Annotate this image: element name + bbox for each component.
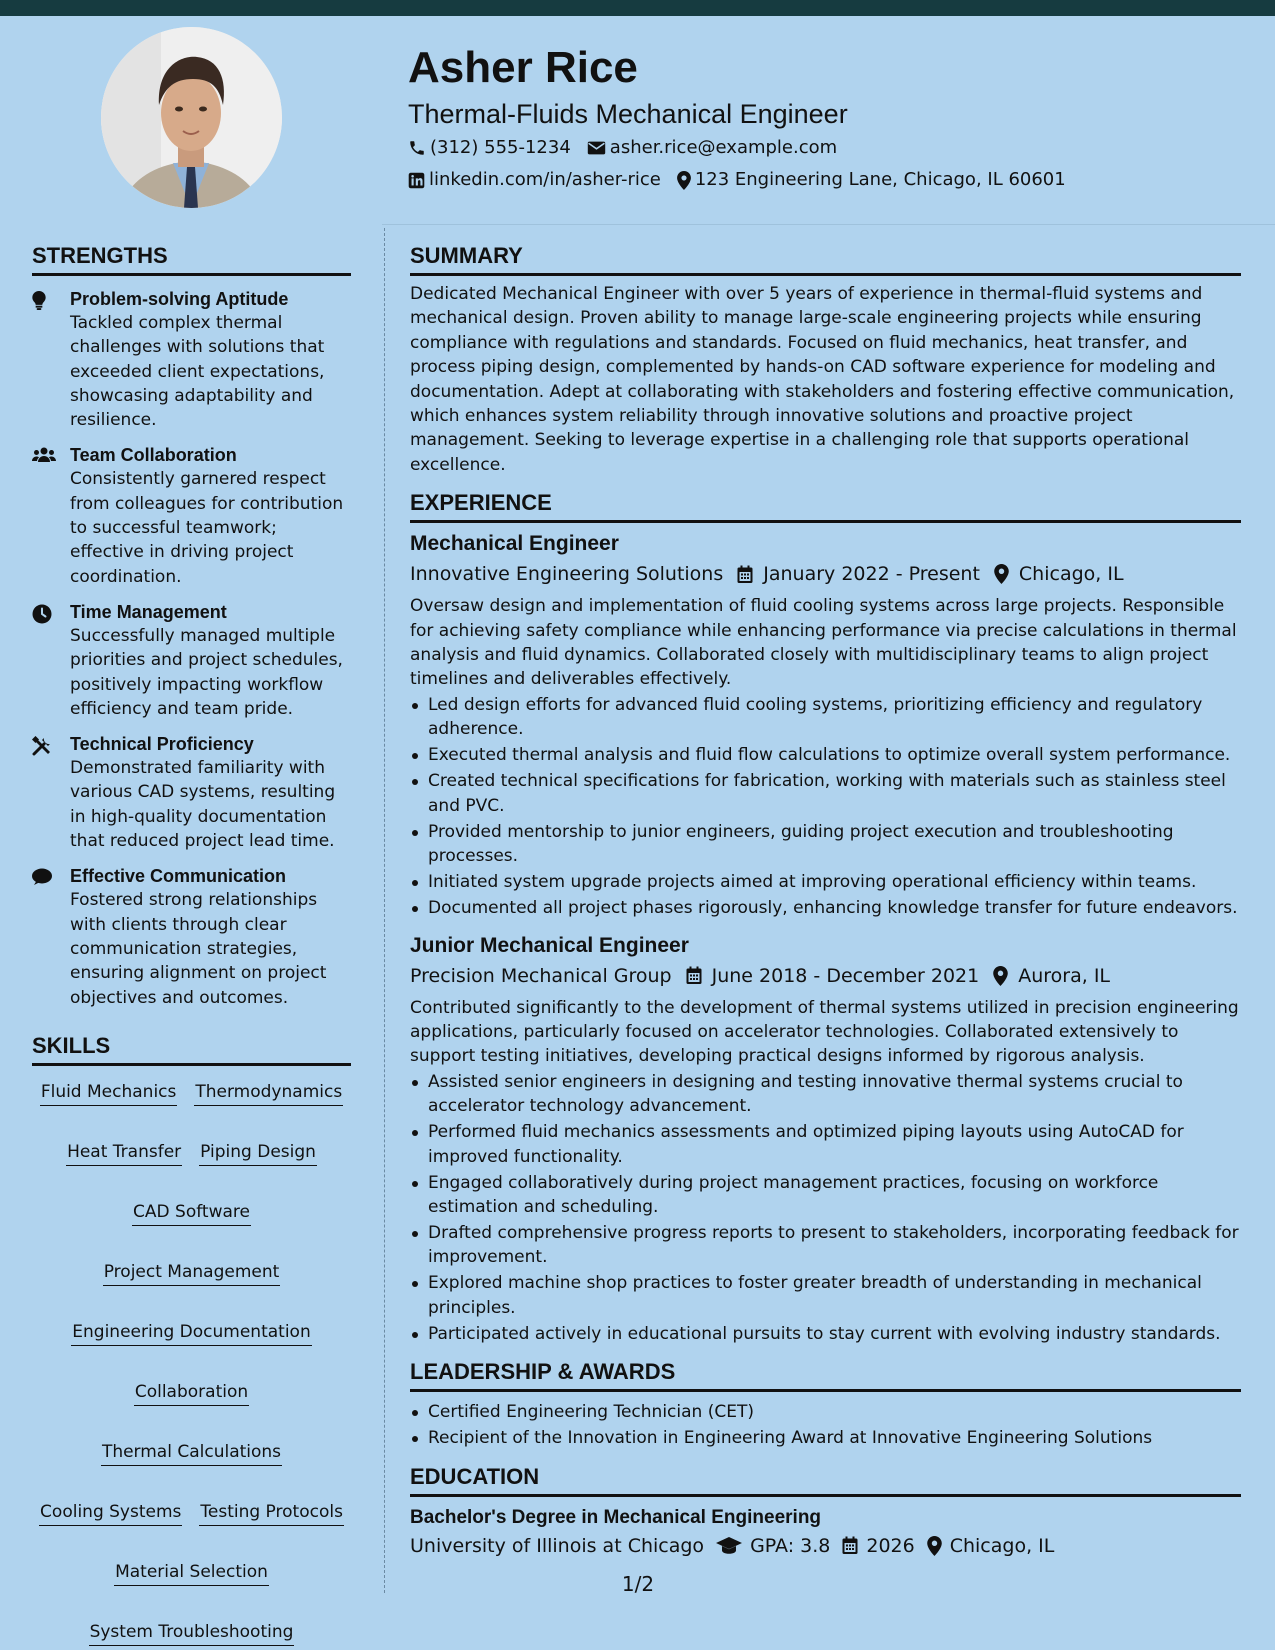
candidate-title: Thermal-Fluids Mechanical Engineer [408,99,848,129]
skill-tag: Project Management [103,1260,281,1286]
skills-heading: SKILLS [32,1032,351,1066]
skill-tag: Thermodynamics [194,1080,343,1106]
strength-title: Problem-solving Aptitude [70,289,289,309]
strength-item [32,733,351,853]
list-item: Created technical specifications for fabrication, working with materials such as stainless steel and PVC. [410,769,1241,818]
job-entry [410,529,1241,920]
profile-photo [101,27,282,208]
column-divider [384,228,385,1593]
job-title: Junior Mechanical Engineer [410,933,689,957]
comment-icon [32,868,52,886]
map-marker-icon [994,564,1009,584]
skill-tag: CAD Software [132,1200,251,1226]
graduation-cap-icon [716,1537,742,1555]
lightbulb-icon [32,291,46,310]
contact-row-2 [408,164,1228,196]
list-item: Certified Engineering Technician (CET) [410,1400,1241,1424]
degree-title: Bachelor's Degree in Mechanical Engineering [410,1506,822,1528]
list-item: Engaged collaboratively during project management practices, focusing on workforce estimation and scheduling. [410,1171,1241,1220]
list-item: Executed thermal analysis and fluid flow calculations to optimize overall system performance. [410,743,1241,767]
envelope-icon [587,140,606,156]
school-name [410,1531,704,1561]
experience-heading: EXPERIENCE [410,489,1241,523]
job-description: Contributed significantly to the development of thermal systems utilized in precision engineering applications, particularly focused on accelerator technologies. Collaborated extensively to support testing initiatives, developing practical designs informed by rigorous analysis. [410,997,1239,1067]
list-item: Assisted senior engineers in designing and testing innovative thermal systems crucial to accelerator technology advancement. [410,1070,1241,1119]
page-number: 1/2 [621,1572,655,1596]
address-text: 123 Engineering Lane, Chicago, IL 60601 [694,169,1066,190]
skill-tag: Testing Protocols [199,1500,344,1526]
job-dates [686,961,980,991]
job-dates [737,559,980,589]
strength-title: Effective Communication [70,866,287,887]
strength-description: Consistently garnered respect from colleagues for contribution to successful teamwork; effective in driving project coordination. [70,469,344,587]
phone-text: (312) 555-1234 [430,137,571,158]
linkedin-contact[interactable] [408,164,661,196]
dates-text: January 2022 - Present [763,563,980,586]
company-name: Precision Mechanical Group [410,964,672,987]
dates-text: June 2018 - December 2021 [711,964,980,987]
location-text: Chicago, IL [1018,563,1124,586]
calendar-icon [686,966,702,985]
skill-tag: System Troubleshooting [89,1620,295,1646]
strength-title: Technical Proficiency [70,734,254,755]
list-item: Participated actively in educational pursuits to stay current with evolving industry standards. [410,1322,1241,1346]
skills-list [32,1080,351,1646]
phone-icon [408,139,426,157]
company-name: Innovative Engineering Solutions [410,563,724,586]
strength-item [32,865,351,1009]
strength-item [32,288,351,432]
job-meta [410,961,1241,991]
job-title: Mechanical Engineer [410,532,619,556]
strength-description: Demonstrated familiarity with various CAD systems, resulting in high-quality documentation that reduced project lead time. [70,758,336,852]
right-column [410,242,1241,1561]
location-text: Aurora, IL [1018,964,1111,987]
job-entry [410,931,1241,1347]
strength-title: Time Management [70,601,227,622]
phone-contact[interactable] [408,132,571,164]
calendar-icon [737,565,753,584]
job-description: Oversaw design and implementation of fluid cooling systems across large projects. Responsible for achieving safety compliance while enhancing performance via precise calculations in thermal analysis and fluid dynamics. Collaborated closely with multidisciplinary teams to align project timelines and deliverables effectively. [410,596,1237,690]
calendar-icon [842,1536,858,1555]
address-contact [677,164,1066,196]
skill-tag: Engineering Documentation [71,1320,311,1346]
list-item: Provided mentorship to junior engineers, guiding project execution and troubleshooting processes. [410,820,1241,869]
list-item: Documented all project phases rigorously, enhancing knowledge transfer for future endeavors. [410,896,1241,920]
location-text: Chicago, IL [949,1534,1055,1557]
strength-description: Fostered strong relationships with clients through clear communication strategies, ensuring alignment on project objectives and outcomes. [70,890,327,1008]
strength-item [32,601,351,721]
job-bullets [410,693,1241,921]
skill-tag: Collaboration [134,1380,249,1406]
skill-tag: Material Selection [114,1560,269,1586]
list-item: Performed fluid mechanics assessments and optimized piping layouts using AutoCAD for improved functionality. [410,1120,1241,1169]
linkedin-icon [408,172,425,189]
linkedin-text: linkedin.com/in/asher-rice [429,169,661,190]
skill-tag: Piping Design [199,1140,317,1166]
tools-icon [32,736,52,756]
education-heading: EDUCATION [410,1463,1241,1497]
users-icon [32,447,56,463]
job-location [993,961,1110,991]
map-marker-icon [927,1536,942,1556]
map-marker-icon [993,966,1008,986]
job-bullets [410,1070,1241,1346]
strength-description: Tackled complex thermal challenges with solutions that exceeded client expectations, showcasing adaptability and resilience. [70,313,325,431]
clock-icon [32,604,52,624]
strength-item [32,444,351,588]
strength-description: Successfully managed multiple priorities and project schedules, positively impacting workflow efficiency and team pride. [70,625,343,719]
leadership-heading: LEADERSHIP & AWARDS [410,1358,1241,1392]
list-item: Drafted comprehensive progress reports to present to stakeholders, incorporating feedback for improvement. [410,1221,1241,1270]
map-marker-icon [677,171,691,190]
education-location [927,1531,1055,1561]
contact-row-1 [408,132,1228,164]
gpa-text: GPA: 3.8 [750,1534,831,1557]
list-item: Explored machine shop practices to foster greater breadth of understanding in mechanical principles. [410,1271,1241,1320]
summary-heading: SUMMARY [410,242,1241,276]
graduation-year [842,1531,914,1561]
summary-text: Dedicated Mechanical Engineer with over 5 years of experience in thermal-fluid systems and mechanical design. Proven ability to manage large-scale engineering projects while ensuring compliance with regulations and standards. Focused on fluid mechanics, heat transfer, and process piping design, complemented by hands-on CAD software experience for modeling and documentation. Adept at collaborating with stakeholders and fostering effective communication, which enhances system reliability through innovative solutions and proactive project management. Seeking to leverage expertise in a challenging role that supports operational excellence. [410,284,1235,475]
list-item: Initiated system upgrade projects aimed at improving operational efficiency within teams. [410,870,1241,894]
school-text: University of Illinois at Chicago [410,1534,705,1557]
skill-tag: Heat Transfer [66,1140,182,1166]
job-company [410,961,672,991]
skill-tag: Fluid Mechanics [40,1080,178,1106]
strengths-heading: STRENGTHS [32,242,351,276]
email-text: asher.rice@example.com [609,137,838,158]
list-item: Led design efforts for advanced fluid cooling systems, prioritizing efficiency and regulatory adherence. [410,693,1241,742]
year-text: 2026 [866,1534,915,1557]
strength-title: Team Collaboration [70,445,237,466]
job-meta [410,559,1241,589]
job-location [994,559,1124,589]
left-column [32,242,351,1646]
gpa [716,1531,830,1561]
header-divider [382,224,1275,225]
candidate-name: Asher Rice [408,43,638,92]
list-item: Recipient of the Innovation in Engineering Award at Innovative Engineering Solutions [410,1426,1241,1450]
resume-header [408,40,1228,196]
skill-tag: Cooling Systems [39,1500,182,1526]
skill-tag: Thermal Calculations [101,1440,282,1466]
job-company [410,559,723,589]
education-meta [410,1531,1241,1561]
email-contact[interactable] [587,132,837,164]
top-bar [0,0,1275,16]
leadership-list [410,1400,1241,1450]
